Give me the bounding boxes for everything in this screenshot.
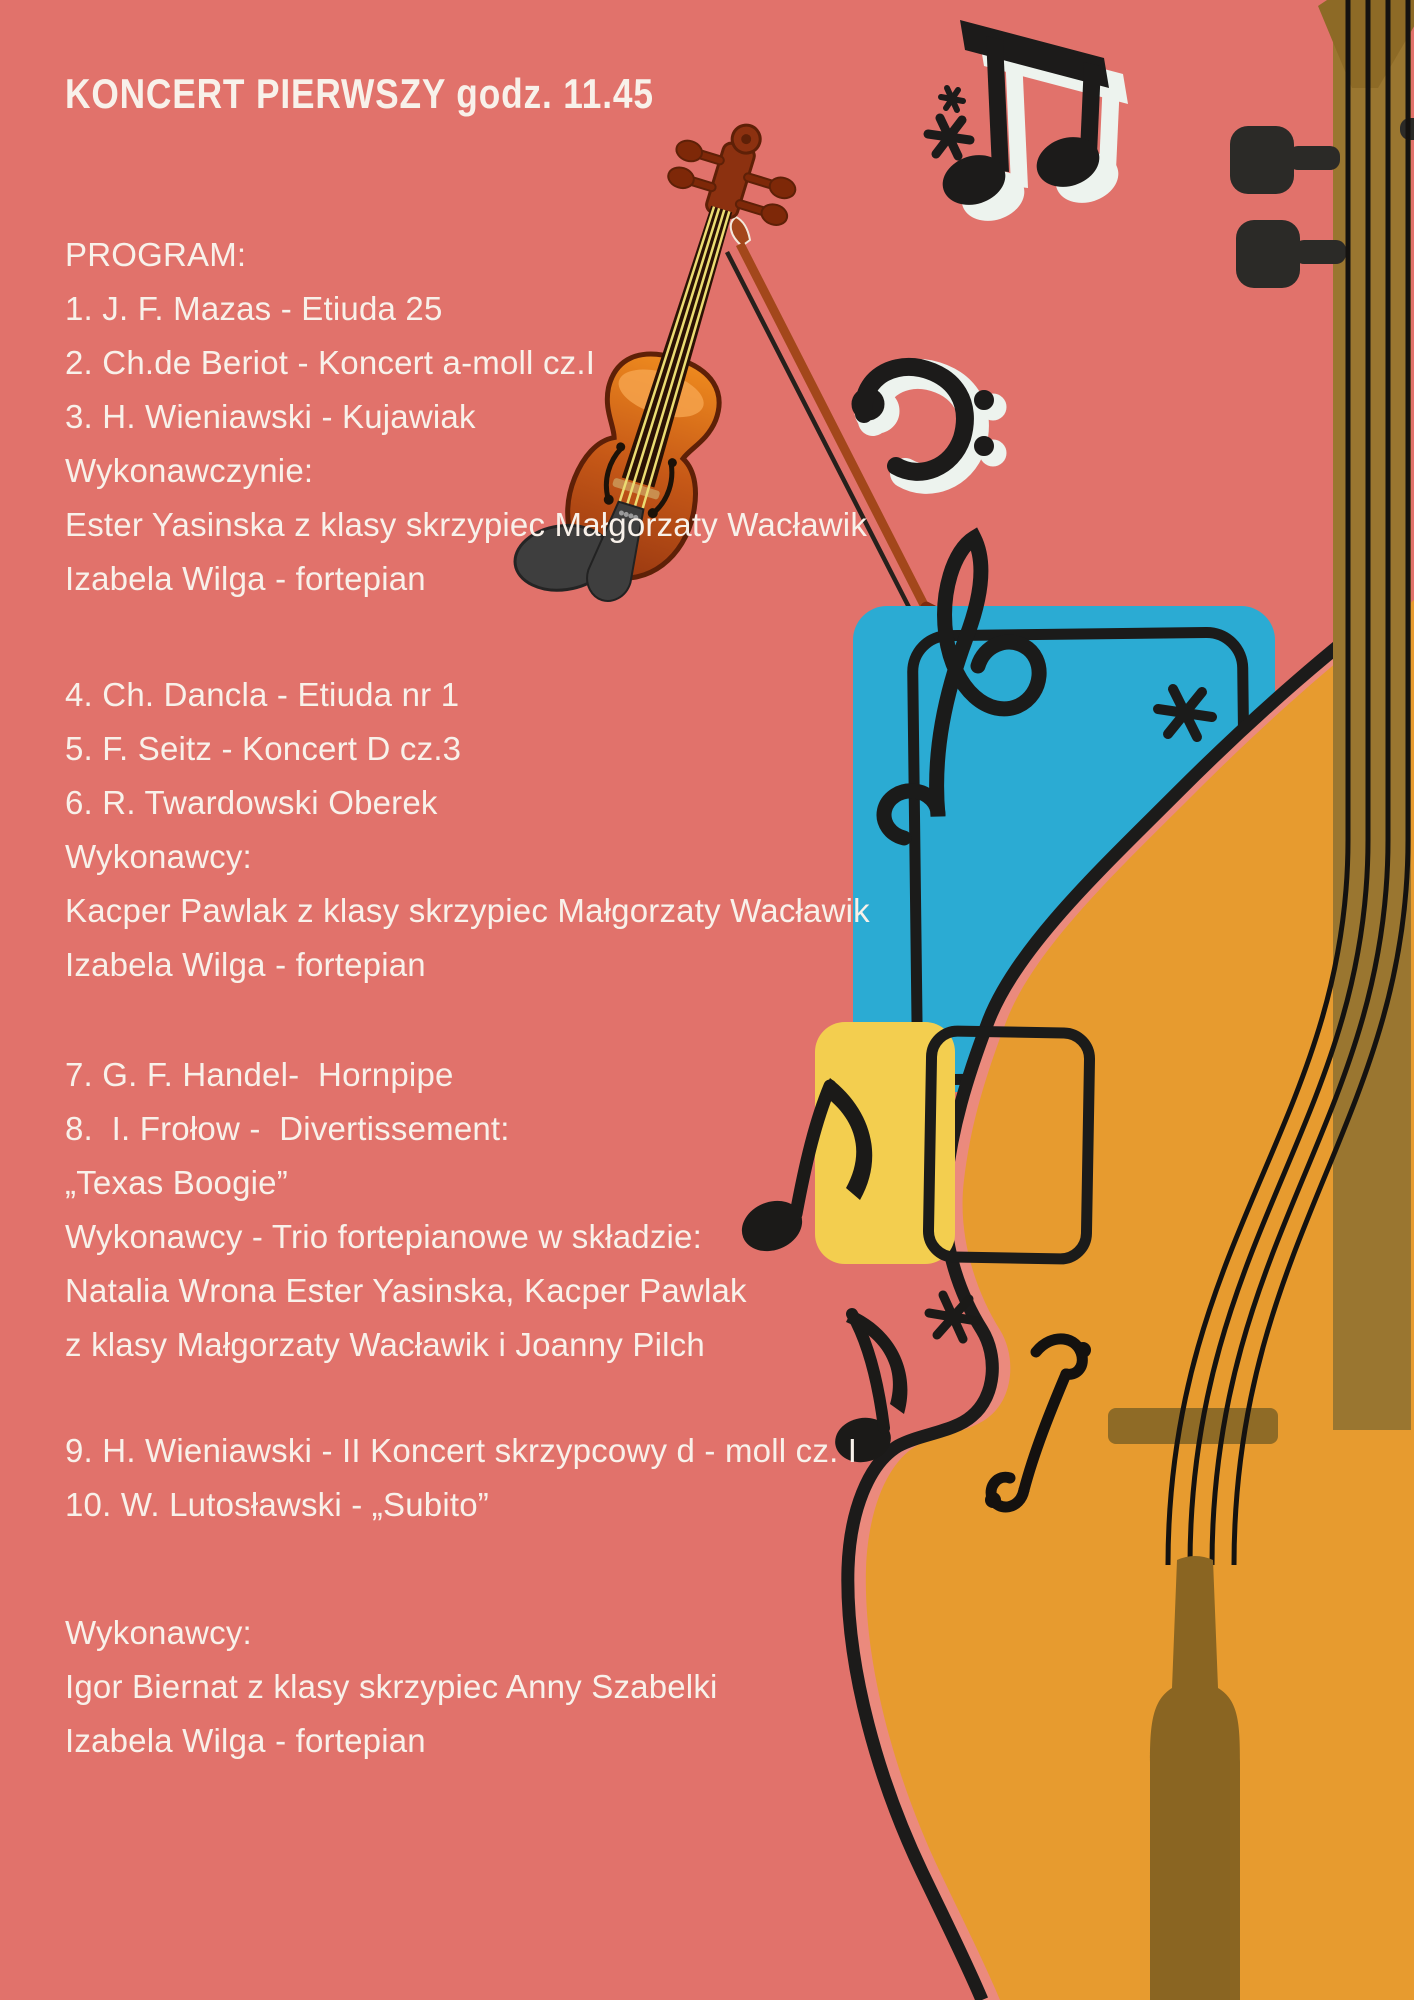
- program-group-5: [65, 1606, 718, 1768]
- program-line: Wykonawczynie:: [65, 452, 314, 489]
- program-group-4: [65, 1424, 857, 1532]
- program-line: Izabela Wilga - fortepian: [65, 946, 426, 983]
- program-line: 3. H. Wieniawski - Kujawiak: [65, 398, 476, 435]
- program-line: Wykonawcy:: [65, 838, 252, 875]
- program-line: 8. I. Frołow - Divertissement:: [65, 1110, 510, 1147]
- program-line: Wykonawcy:: [65, 1614, 252, 1651]
- program-group-1: [65, 228, 867, 606]
- program-line: 10. W. Lutosławski - „Subito”: [65, 1486, 489, 1523]
- program-line: Wykonawcy - Trio fortepianowe w składzie:: [65, 1218, 702, 1255]
- program-line: „Texas Boogie”: [65, 1164, 288, 1201]
- program-line: 9. H. Wieniawski - II Koncert skrzypcowy d - moll cz. I: [65, 1432, 858, 1469]
- program-line: Ester Yasinska z klasy skrzypiec Małgorzaty Wacławik: [65, 506, 868, 543]
- program-line: Izabela Wilga - fortepian: [65, 560, 426, 597]
- program-line: Izabela Wilga - fortepian: [65, 1722, 426, 1759]
- program-group-2: [65, 668, 870, 992]
- program-line: Kacper Pawlak z klasy skrzypiec Małgorzaty Wacławik: [65, 892, 870, 929]
- program-line: z klasy Małgorzaty Wacławik i Joanny Pilch: [65, 1326, 705, 1363]
- program-group-3: [65, 1048, 747, 1372]
- program-line: 1. J. F. Mazas - Etiuda 25: [65, 290, 443, 327]
- poster-title: KONCERT PIERWSZY godz. 11.45: [65, 70, 654, 117]
- program-line: 4. Ch. Dancla - Etiuda nr 1: [65, 676, 460, 713]
- program-line: 5. F. Seitz - Koncert D cz.3: [65, 730, 462, 767]
- program-line: Igor Biernat z klasy skrzypiec Anny Szabelki: [65, 1668, 718, 1705]
- program-line: 6. R. Twardowski Oberek: [65, 784, 438, 821]
- program-heading: PROGRAM:: [65, 236, 247, 273]
- program-line: 2. Ch.de Beriot - Koncert a-moll cz.I: [65, 344, 596, 381]
- program-line: Natalia Wrona Ester Yasinska, Kacper Pawlak: [65, 1272, 747, 1309]
- program-line: 7. G. F. Handel- Hornpipe: [65, 1056, 454, 1093]
